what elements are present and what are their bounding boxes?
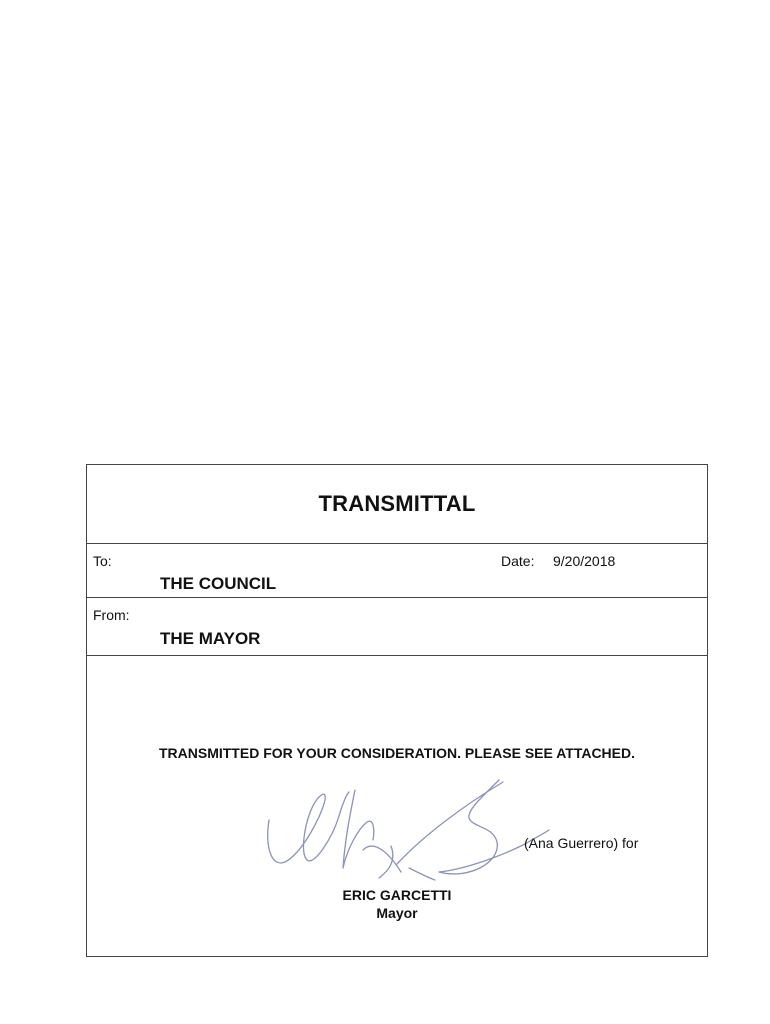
date-label: Date: (501, 553, 535, 569)
to-section (87, 544, 707, 598)
to-value: THE COUNCIL (160, 574, 277, 593)
body-section (87, 656, 707, 956)
date-value: 9/20/2018 (553, 553, 616, 569)
handwritten-signature (263, 776, 553, 886)
on-behalf-note: (Ana Guerrero) for (524, 835, 639, 851)
signature-stroke (363, 846, 401, 878)
transmittal-form (86, 464, 708, 957)
from-label: From: (93, 607, 130, 623)
signer-name: ERIC GARCETTI (342, 887, 452, 903)
signature-stroke (343, 790, 374, 868)
signature-stroke (397, 782, 503, 864)
transmittal-message: TRANSMITTED FOR YOUR CONSIDERATION. PLEASE SEE ATTACHED. (158, 745, 636, 761)
title-section (87, 465, 707, 544)
signature-stroke (439, 780, 549, 874)
from-value: THE MAYOR (160, 629, 261, 648)
from-section (87, 598, 707, 656)
signer-title: Mayor (376, 905, 418, 921)
to-label: To: (93, 553, 112, 569)
signature-stroke (268, 792, 349, 863)
document-title: TRANSMITTAL (318, 491, 476, 516)
signature-stroke (409, 868, 435, 880)
